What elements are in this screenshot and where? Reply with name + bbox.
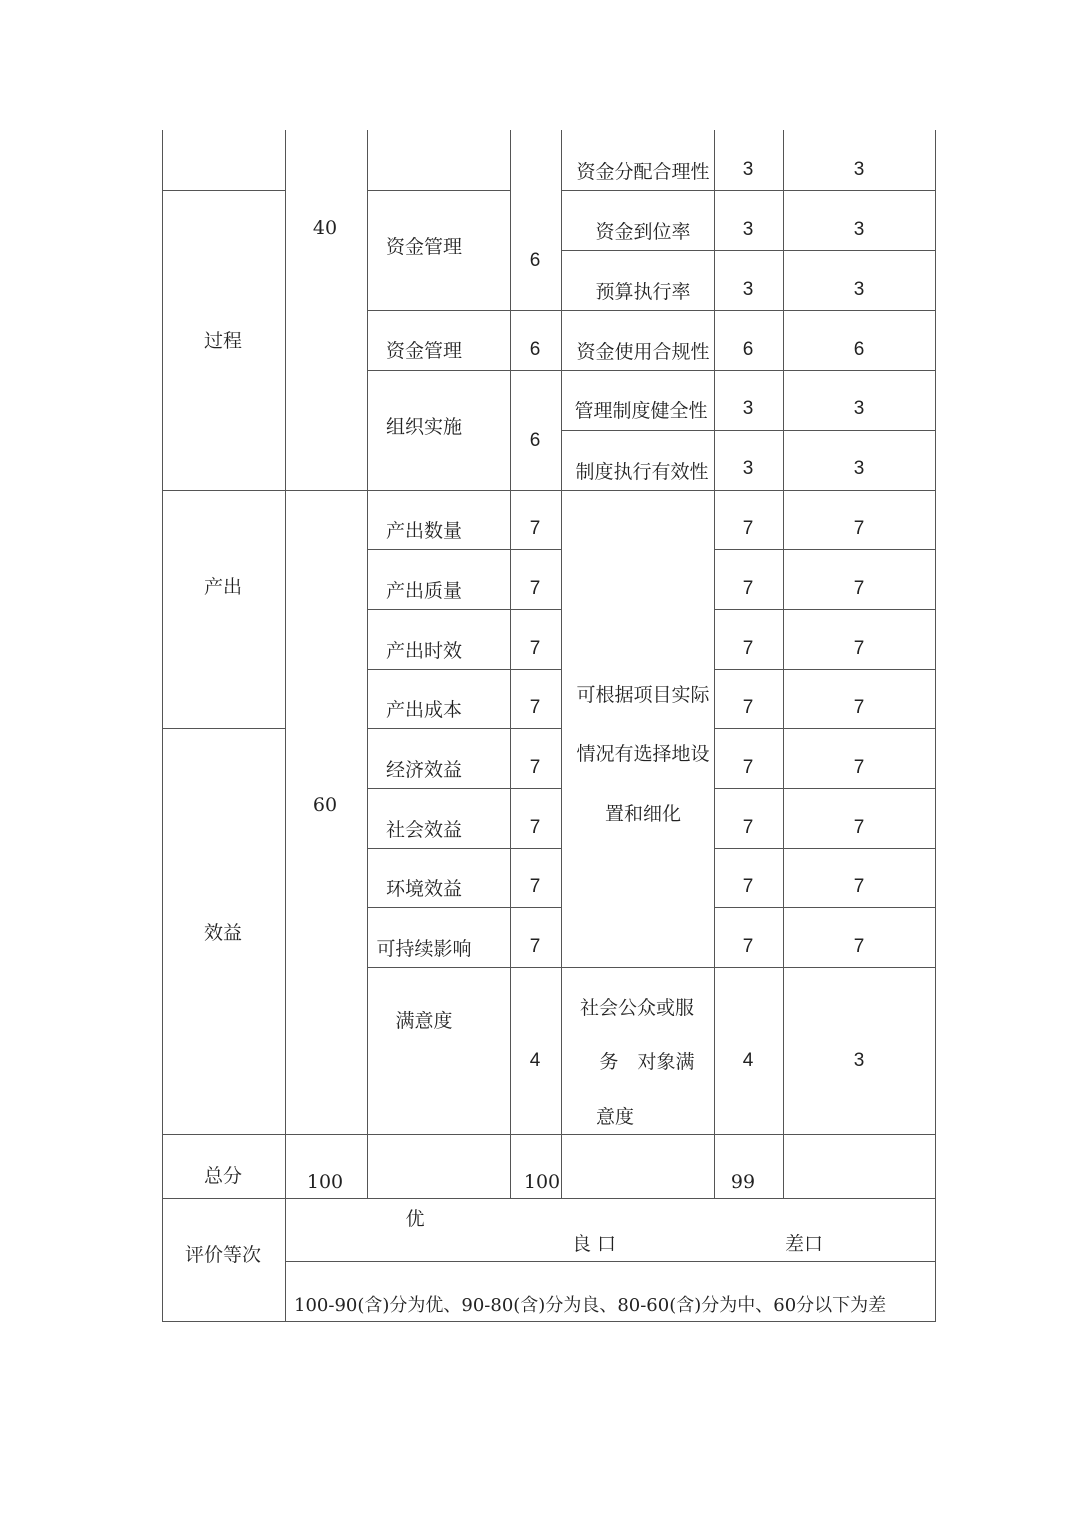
eval-score: 3	[853, 398, 865, 419]
satisfaction-desc-line: 意度	[595, 1106, 635, 1128]
rule-line	[561, 430, 935, 431]
l3-score: 3	[742, 159, 754, 180]
rule-line	[162, 490, 935, 491]
l2-score: 7	[529, 697, 541, 718]
eval-score: 3	[853, 458, 865, 479]
rule-line	[367, 609, 561, 610]
eval-score: 3	[853, 279, 865, 300]
rule-line	[714, 549, 935, 550]
category-total: 总分	[203, 1165, 243, 1187]
rule-line	[367, 370, 935, 371]
l3-score: 7	[742, 876, 754, 897]
l3-indicator: 预算执行率	[595, 281, 691, 303]
category-benefit: 效益	[203, 922, 243, 944]
l2-score: 7	[529, 638, 541, 659]
category-score: 60	[312, 794, 338, 816]
rule-line	[367, 310, 935, 311]
rating-poor: 差口	[784, 1233, 824, 1255]
merged-note-line: 可根据项目实际	[576, 684, 710, 706]
rule-line	[714, 130, 715, 1199]
l2-score: 7	[529, 578, 541, 599]
l3-score: 6	[742, 339, 754, 360]
l3-indicator: 制度执行有效性	[575, 461, 709, 483]
l2-score: 6	[529, 339, 541, 360]
l3-score: 7	[742, 638, 754, 659]
l2-score: 7	[529, 876, 541, 897]
l2-indicator: 经济效益	[385, 759, 463, 781]
eval-score: 7	[853, 936, 865, 957]
l3-indicator: 资金分配合理性	[576, 161, 710, 183]
eval-score: 7	[853, 817, 865, 838]
category-rating: 评价等次	[184, 1244, 262, 1266]
rating-excellent: 优	[405, 1208, 425, 1230]
eval-score: 7	[853, 876, 865, 897]
l2-score: 7	[529, 757, 541, 778]
l3-score: 7	[742, 817, 754, 838]
l2-indicator: 可持续影响	[376, 938, 472, 960]
rule-line	[367, 728, 561, 729]
rule-line	[714, 728, 935, 729]
eval-score: 7	[853, 578, 865, 599]
l2-indicator: 环境效益	[385, 878, 463, 900]
l2-indicator: 产出质量	[385, 580, 463, 602]
rule-line	[935, 130, 936, 1322]
merged-note-line: 置和细化	[604, 803, 682, 825]
rule-line	[367, 907, 561, 908]
l2-indicator: 资金管理	[385, 236, 463, 258]
l3-score: 7	[742, 936, 754, 957]
l2-indicator: 产出时效	[385, 640, 463, 662]
rating-good: 良 口	[571, 1233, 617, 1255]
rule-line	[162, 1198, 935, 1199]
satisfaction-desc-line: 社会公众或服	[579, 997, 695, 1019]
rule-line	[783, 130, 784, 1199]
total-weight: 100	[306, 1171, 344, 1193]
l2-total: 100	[523, 1171, 561, 1193]
eval-score: 7	[853, 518, 865, 539]
l3-score: 3	[742, 279, 754, 300]
l3-indicator: 管理制度健全性	[574, 400, 708, 422]
eval-score: 3	[853, 159, 865, 180]
rule-line	[367, 848, 561, 849]
l3-score: 3	[742, 458, 754, 479]
l3-score: 7	[742, 578, 754, 599]
rule-line	[367, 967, 935, 968]
rule-line	[162, 190, 285, 191]
eval-score: 7	[853, 697, 865, 718]
rule-line	[561, 250, 935, 251]
rule-line	[510, 130, 511, 1199]
rule-line	[714, 907, 935, 908]
rule-line	[162, 130, 163, 1322]
rule-line	[162, 728, 285, 729]
rule-line	[714, 788, 935, 789]
category-score: 40	[312, 217, 338, 239]
eval-score: 7	[853, 757, 865, 778]
l3-indicator: 资金到位率	[595, 221, 691, 243]
eval-score: 3	[853, 219, 865, 240]
l2-indicator: 组织实施	[385, 416, 463, 438]
l3-score: 7	[742, 757, 754, 778]
rule-line	[367, 130, 368, 1199]
satisfaction-desc-line: 务 对象满	[599, 1051, 695, 1073]
rule-line	[162, 1321, 935, 1322]
l2-indicator: 产出数量	[385, 520, 463, 542]
l2-indicator: 满意度	[395, 1010, 453, 1032]
merged-note-line: 情况有选择地设	[576, 743, 710, 765]
rule-line	[162, 1134, 935, 1135]
l3-score: 7	[742, 697, 754, 718]
l2-score: 6	[529, 430, 541, 451]
rule-line	[285, 1261, 935, 1262]
eval-score: 7	[853, 638, 865, 659]
l2-score: 7	[529, 518, 541, 539]
l3-score: 3	[742, 398, 754, 419]
l2-score: 4	[529, 1050, 541, 1071]
l3-indicator: 资金使用合规性	[576, 341, 710, 363]
rule-line	[367, 669, 561, 670]
l2-score: 7	[529, 936, 541, 957]
l2-score: 6	[529, 250, 541, 271]
rule-line	[714, 609, 935, 610]
l3-score: 7	[742, 518, 754, 539]
l3-score: 3	[742, 219, 754, 240]
eval-total: 99	[730, 1171, 756, 1193]
l2-indicator: 产出成本	[385, 699, 463, 721]
rule-line	[714, 669, 935, 670]
l2-indicator: 社会效益	[385, 819, 463, 841]
rule-line	[285, 130, 286, 1322]
l3-score: 4	[742, 1050, 754, 1071]
rule-line	[367, 788, 561, 789]
rule-line	[714, 848, 935, 849]
category-output: 产出	[203, 576, 243, 598]
l2-score: 7	[529, 817, 541, 838]
rule-line	[367, 190, 511, 191]
rule-line	[561, 190, 935, 191]
rule-line	[367, 549, 561, 550]
l2-indicator: 资金管理	[385, 340, 463, 362]
rule-line	[561, 130, 562, 1199]
eval-score: 6	[853, 339, 865, 360]
rating-rule: 100-90(含)分为优、90-80(含)分为良、80-60(含)分为中、60分以下为差	[294, 1295, 887, 1316]
category-process: 过程	[203, 330, 243, 352]
eval-score: 3	[853, 1050, 865, 1071]
